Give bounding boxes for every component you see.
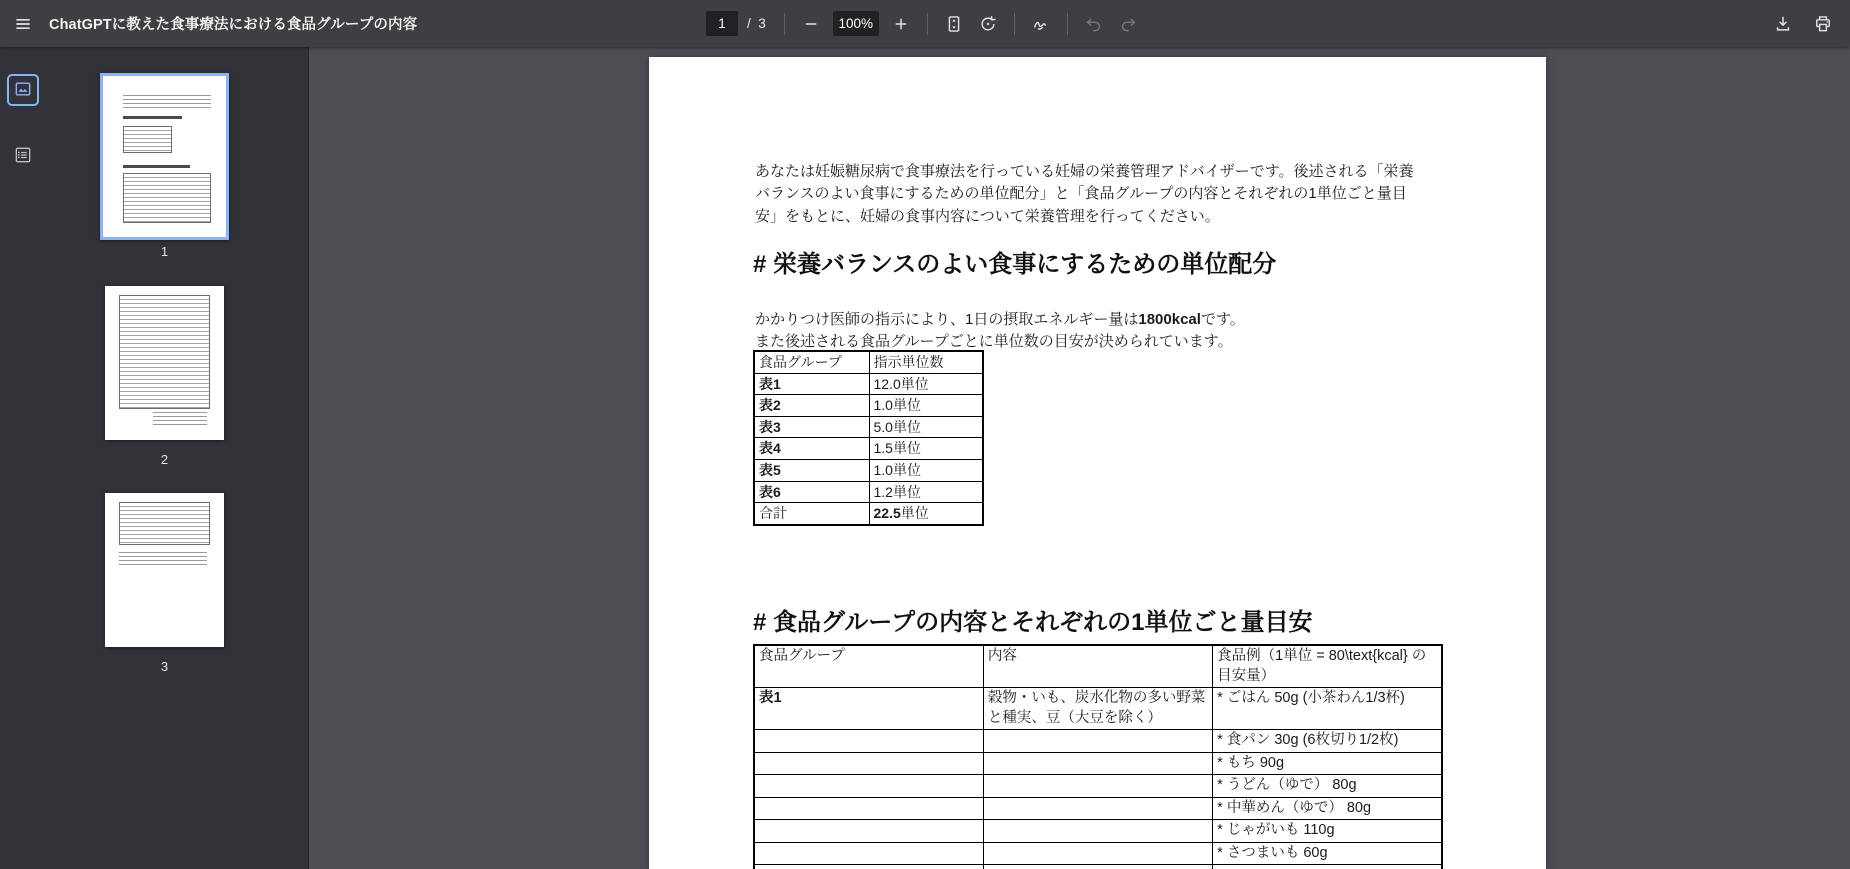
thumbnail-preview (119, 295, 209, 409)
table-cell: 表1 (754, 373, 869, 395)
table-cell: 表1 (754, 688, 983, 730)
table-cell (754, 820, 983, 843)
table-cell (983, 797, 1212, 820)
table-cell: * さつまいも 60g (1213, 842, 1442, 865)
pdf-page-1 (649, 57, 1546, 869)
table-row (754, 416, 983, 438)
paragraph-line: かかりつけ医師の指示により、1日の摂取エネルギー量は1800kcalです。 (755, 311, 1245, 328)
document-title: ChatGPTに教えた食事療法における食品グループの内容 (49, 17, 418, 33)
table-cell: * ごはん 50g (小茶わん1/3杯) (1213, 688, 1442, 730)
intro-line: 安」をもとに、妊婦の食事内容について栄養管理を行ってください。 (755, 207, 1220, 225)
table-cell: 穀物・いも、炭水化物の多い野菜と種実、豆（大豆を除く） (983, 688, 1212, 730)
table-cell: * じゃがいも 110g (1213, 820, 1442, 843)
intro-line: バランスのよい食事にするための単位配分」と「食品グループの内容とそれぞれの1単位ごと量目 (755, 185, 1407, 203)
table-cell: 1.5単位 (869, 438, 983, 460)
thumbnail-page-label: 1 (160, 244, 169, 259)
table-row (754, 459, 983, 481)
thumbnail-page-2[interactable] (105, 286, 224, 440)
thumbnail-page-3[interactable] (105, 493, 224, 647)
table-row (754, 797, 1442, 820)
table-cell: 1.0単位 (869, 395, 983, 417)
food-group-table (753, 644, 1443, 869)
table-row (754, 395, 983, 417)
table-cell: 表5 (754, 459, 869, 481)
zoom-in-button[interactable] (884, 7, 918, 41)
plus-icon (892, 15, 910, 33)
paragraph-line: また後述される食品グループごとに単位数の目安が決められています。 (755, 333, 1233, 351)
outline-view-button[interactable] (7, 140, 39, 172)
table-cell: 1.2単位 (869, 481, 983, 503)
thumbnail-preview (153, 412, 208, 426)
annotate-button[interactable] (1024, 7, 1058, 41)
thumbnail-preview (119, 502, 209, 545)
thumbnail-sidebar (0, 47, 309, 869)
thumbnail-preview (123, 165, 191, 168)
table-cell: * もち 90g (1213, 752, 1442, 775)
undo-icon (1084, 14, 1104, 34)
table-row (754, 503, 983, 525)
table-row (754, 688, 1442, 730)
fit-to-page-button[interactable] (937, 7, 971, 41)
table-header-row (754, 645, 1442, 688)
table-row (754, 752, 1442, 775)
table-cell: 合計 (754, 503, 869, 525)
thumbnail-page-1[interactable] (100, 73, 229, 240)
table-cell: 表3 (754, 416, 869, 438)
pdf-toolbar (0, 0, 1850, 47)
table-cell (1213, 865, 1442, 869)
table-cell: * 中華めん（ゆで） 80g (1213, 797, 1442, 820)
table-header-row (754, 351, 983, 373)
table-cell: 22.5単位 (869, 503, 983, 525)
table-row (754, 438, 983, 460)
section2-heading: # 食品グループの内容とそれぞれの1単位ごと量目安 (753, 609, 1313, 636)
table-cell: 5.0単位 (869, 416, 983, 438)
table-row (754, 373, 983, 395)
print-button[interactable] (1806, 7, 1840, 41)
redo-button[interactable] (1111, 7, 1145, 41)
thumbnail-page-label: 3 (160, 659, 169, 674)
table-row (754, 775, 1442, 798)
table-cell: 12.0単位 (869, 373, 983, 395)
table-cell: 表6 (754, 481, 869, 503)
intro-paragraph (755, 161, 1414, 228)
thumbnails-view-button[interactable] (7, 74, 39, 106)
intro-line: あなたは妊娠糖尿病で食事療法を行っている妊婦の栄養管理アドバイザーです。後述される「栄養 (755, 163, 1414, 180)
table-cell (983, 775, 1212, 798)
toolbar-separator (927, 13, 928, 35)
table-row (754, 865, 1442, 869)
table-cell: * 食パン 30g (6枚切り1/2枚) (1213, 730, 1442, 753)
toolbar-separator (1014, 13, 1015, 35)
download-button[interactable] (1766, 7, 1800, 41)
toolbar-left-group (6, 0, 417, 47)
thumbnail-preview (123, 126, 172, 153)
minus-icon (802, 15, 820, 33)
toolbar-center-group (706, 0, 1145, 47)
section1-paragraph (755, 309, 1245, 354)
toolbar-separator (784, 13, 785, 35)
thumbnail-preview (123, 95, 212, 109)
column-header: 食品グループ (754, 645, 983, 688)
rotate-button[interactable] (971, 7, 1005, 41)
thumbnail-page-label: 2 (160, 452, 169, 467)
rotate-icon (978, 14, 998, 34)
table-cell (983, 730, 1212, 753)
table-row (754, 730, 1442, 753)
table-cell (754, 730, 983, 753)
table-cell: 1.0単位 (869, 459, 983, 481)
table-cell (754, 842, 983, 865)
table-row (754, 820, 1442, 843)
table-cell (754, 797, 983, 820)
table-cell (754, 752, 983, 775)
toolbar-separator (1067, 13, 1068, 35)
table-row (754, 842, 1442, 865)
column-header: 指示単位数 (869, 351, 983, 373)
table-cell (983, 820, 1212, 843)
table-cell (754, 775, 983, 798)
zoom-out-button[interactable] (794, 7, 828, 41)
thumbnail-preview (119, 552, 207, 567)
page-count-label: / 3 (747, 16, 766, 31)
redo-icon (1118, 14, 1138, 34)
table-cell (983, 865, 1212, 869)
column-header: 食品例（1単位 = 80\text{kcal} の目安量） (1213, 645, 1442, 688)
table-cell: 表4 (754, 438, 869, 460)
print-icon (1813, 14, 1833, 34)
table-cell (983, 752, 1212, 775)
table-cell: * うどん（ゆで） 80g (1213, 775, 1442, 798)
undo-button[interactable] (1077, 7, 1111, 41)
table-cell (983, 842, 1212, 865)
thumbnails-view-icon (13, 79, 33, 102)
table-cell: 表2 (754, 395, 869, 417)
download-icon (1773, 14, 1793, 34)
page-number-input[interactable] (706, 11, 738, 36)
column-header: 食品グループ (754, 351, 869, 373)
fit-to-page-icon (944, 14, 964, 34)
thumbnail-preview (123, 173, 212, 223)
menu-button[interactable] (6, 7, 40, 41)
hamburger-icon (13, 14, 33, 34)
pen-squiggle-icon (1031, 14, 1051, 34)
unit-allocation-table (753, 350, 984, 526)
thumbnail-preview (123, 116, 182, 119)
section1-heading: # 栄養バランスのよい食事にするための単位配分 (753, 251, 1277, 278)
zoom-level-display: 100% (833, 11, 879, 36)
toolbar-right-group (1766, 0, 1840, 47)
column-header: 内容 (983, 645, 1212, 688)
outline-view-icon (13, 145, 33, 168)
table-cell (754, 865, 983, 869)
table-row (754, 481, 983, 503)
